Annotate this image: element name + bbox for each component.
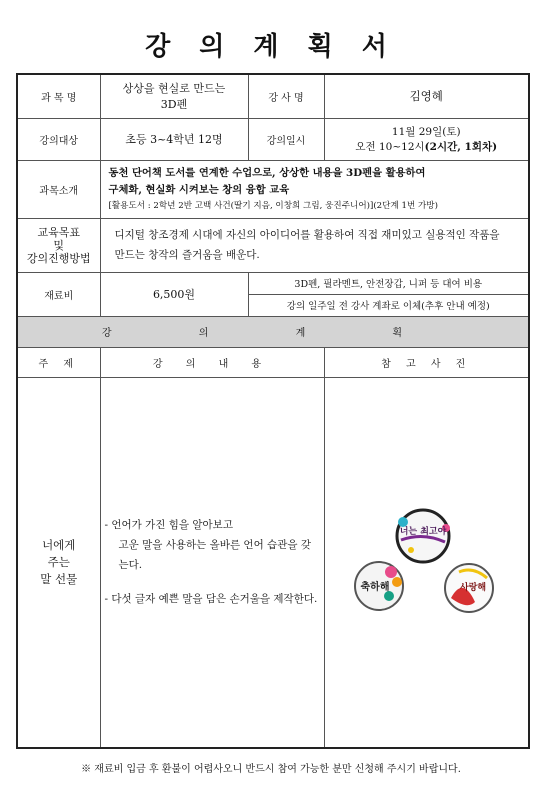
intro-label: 과목소개	[17, 160, 100, 218]
target-label: 강의대상	[17, 118, 100, 160]
content-line-1: - 언어가 가진 힘을 알아보고	[104, 519, 233, 532]
fee-note-2: 강의 일주일 전 강사 계좌로 이체(추후 안내 예정)	[248, 294, 529, 316]
footer-note: ※ 재료비 입금 후 환불이 어렵사오니 반드시 참여 가능한 분만 신청해 주시기 바랍니다.	[81, 764, 461, 775]
goal-value: 디지털 창조경제 시대에 자신의 아이디어를 활용하여 직접 재미있고 실용적인 작품을 만드는 창작의 즐거움을 배운다.	[100, 218, 529, 272]
instructor-value: 김영혜	[324, 74, 529, 118]
fee-value: 6,500원	[100, 272, 248, 316]
subject-label: 과 목 명	[17, 74, 100, 118]
goal-label: 교육목표 및 강의진행방법	[17, 218, 100, 272]
reference-photo	[324, 377, 529, 748]
photo-header: 참 고 사 진	[324, 347, 529, 377]
fee-label: 재료비	[17, 272, 100, 316]
subject-value: 상상을 현실로 만드는 3D펜	[100, 74, 248, 118]
content-value	[100, 377, 324, 748]
mirror-photos	[351, 506, 501, 616]
content-header: 강 의 내 용	[100, 347, 324, 377]
photo-text-3: 사랑해	[460, 582, 487, 593]
content-line-2: 고운 말을 사용하는 올바른 언어 습관을 갖는다.	[118, 539, 311, 572]
photo-text-2: 축하해	[360, 581, 390, 593]
intro-line2: 구체화, 현실화 시켜보는 창의 융합 교육	[108, 183, 290, 196]
section-title: 강 의 계 획	[17, 316, 529, 347]
date-line1: 11월 29일(토)	[391, 126, 461, 138]
date-line2	[329, 139, 525, 154]
page-title: 강 의 계 획 서	[145, 32, 397, 62]
fee-note-1: 3D펜, 필라멘트, 안전장갑, 니퍼 등 대여 비용	[248, 272, 529, 294]
content-line-3: - 다섯 글자 예쁜 말을 담은 손거울을 제작한다.	[104, 593, 318, 606]
photo-text-1: 너는 최고야	[399, 526, 447, 537]
plan-table	[16, 73, 530, 749]
target-value: 초등 3~4학년 12명	[100, 118, 248, 160]
date-duration: (2시간, 1회차)	[424, 141, 498, 153]
intro-value	[100, 160, 529, 218]
date-value	[324, 118, 529, 160]
instructor-label: 강 사 명	[248, 74, 324, 118]
intro-line1: 동천 단어책 도서를 연계한 수업으로, 상상한 내용을 3D펜을 활용하여	[108, 166, 426, 179]
date-label: 강의일시	[248, 118, 324, 160]
topic-header: 주 제	[17, 347, 100, 377]
date-time: 오전 10~12시	[355, 141, 425, 153]
intro-line3: [활용도서 : 2학년 2반 고백 사건(딸기 지음, 이창희 그림, 웅진주니어)](2단계 1번 가방)	[108, 200, 438, 211]
topic-value: 너에게 주는 말 선물	[17, 377, 100, 748]
